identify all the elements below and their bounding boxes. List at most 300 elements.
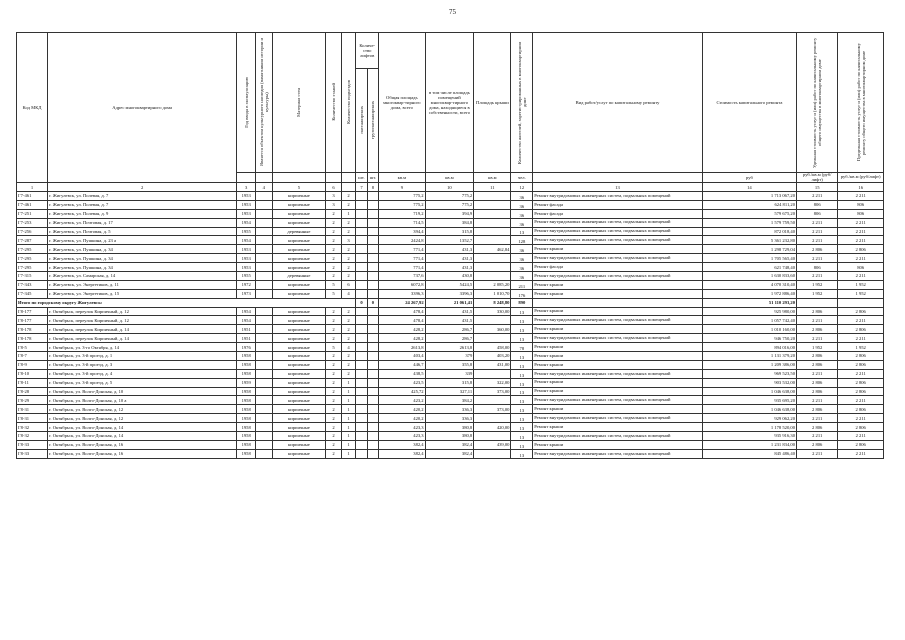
table-row: [17, 263, 884, 272]
lifts-pass: [356, 316, 367, 325]
address: г. Октябрьск, переулок Кирпичный, д. 14: [48, 325, 237, 334]
area-owned: 430,8: [425, 272, 474, 281]
floors: 2: [326, 387, 342, 396]
total-row: [17, 298, 884, 307]
mkd-code: Г7-295: [17, 245, 48, 254]
table-row: [17, 343, 884, 352]
cost: 1 131 379,20: [702, 352, 796, 361]
lifts-cargo: [367, 343, 378, 352]
year: 1958: [237, 369, 256, 378]
residents: 36: [511, 272, 533, 281]
roof-area: [474, 254, 511, 263]
lifts-pass: [356, 405, 367, 414]
page-number: 75: [449, 8, 456, 16]
heritage: [255, 218, 272, 227]
residents: 890: [511, 298, 533, 307]
area-owned: 2613,8: [425, 343, 474, 352]
works: Ремонт крыши: [533, 325, 703, 334]
works: [533, 298, 703, 307]
max-cost: 2 211: [838, 334, 884, 343]
entrances: 2: [341, 307, 355, 316]
residents: 211: [511, 280, 533, 289]
max-cost: 1 952: [838, 289, 884, 298]
works: Ремонт внутридомовых инженерных систем, подвальных помещений: [533, 316, 703, 325]
roof-area: [474, 272, 511, 281]
unit-rub: руб: [702, 173, 796, 183]
area-owned: 379: [425, 352, 474, 361]
area-owned: 21 061,41: [425, 298, 474, 307]
table-row: [17, 307, 884, 316]
table-row: [17, 440, 884, 449]
max-cost: 2 211: [838, 227, 884, 236]
roof-area: 2 085,20: [474, 280, 511, 289]
wall-material: кирпичные: [272, 343, 326, 352]
table-row: [17, 369, 884, 378]
mkd-code: Г8-178: [17, 325, 48, 334]
max-cost: 2 806: [838, 352, 884, 361]
column-number: 11: [474, 183, 511, 192]
mkd-code: Г7-253: [17, 218, 48, 227]
wall-material: кирпичные: [272, 192, 326, 201]
area-owned: 339: [425, 369, 474, 378]
table-row: [17, 378, 884, 387]
mkd-code: Г7-251: [17, 209, 48, 218]
heritage: [255, 236, 272, 245]
unit-cost: 2 211: [797, 316, 838, 325]
area-owned: 336,3: [425, 405, 474, 414]
entrances: 2: [341, 369, 355, 378]
year: 1953: [237, 254, 256, 263]
unit-cost: 2 211: [797, 272, 838, 281]
wall-material: кирпичные: [272, 254, 326, 263]
max-cost: 806: [838, 209, 884, 218]
column-number: 8: [367, 183, 378, 192]
year: 1959: [237, 378, 256, 387]
works: Ремонт крыши: [533, 440, 703, 449]
lifts-pass: [356, 218, 367, 227]
cost: 1 972 886,40: [702, 289, 796, 298]
col-code-header: Код МКД: [17, 33, 48, 183]
entrances: 2: [341, 352, 355, 361]
works: Ремонт фасада: [533, 209, 703, 218]
lifts-pass: [356, 334, 367, 343]
cost: 946 750,20: [702, 334, 796, 343]
wall-material: кирпичные: [272, 307, 326, 316]
area-total: 478,4: [379, 316, 426, 325]
lifts-cargo: [367, 325, 378, 334]
area-owned: 431,5: [425, 316, 474, 325]
year: 1958: [237, 449, 256, 458]
wall-material: кирпичные: [272, 352, 326, 361]
max-cost: 2 806: [838, 307, 884, 316]
col-lifts-cargo-header: грузопассажирских: [367, 69, 378, 173]
area-owned: 431,3: [425, 245, 474, 254]
cost: 1 178 520,00: [702, 423, 796, 432]
area-owned: 382,4: [425, 449, 474, 458]
column-number: 2: [48, 183, 237, 192]
mkd-code: Г7-295: [17, 263, 48, 272]
floors: 3: [326, 200, 342, 209]
cost: 1 057 742,40: [702, 316, 796, 325]
lifts-cargo: [367, 334, 378, 343]
entrances: 2: [341, 192, 355, 201]
column-number: 10: [425, 183, 474, 192]
heritage: [255, 352, 272, 361]
address: г. Октябрьск, ул. Волго-Донская, д. 14: [48, 432, 237, 441]
floors: 2: [326, 254, 342, 263]
cost: 1 705 565,40: [702, 254, 796, 263]
mkd-code: Г7-461: [17, 200, 48, 209]
year: 1972: [237, 280, 256, 289]
address: г. Жигулевск, ул. Почтовая, д. 17: [48, 218, 237, 227]
mkd-code: Г7-343: [17, 280, 48, 289]
wall-material: кирпичные: [272, 236, 326, 245]
residents: 36: [511, 209, 533, 218]
table-row: [17, 387, 884, 396]
address: г. Жигулевск, ул. Пушкина, д. 34: [48, 263, 237, 272]
floors: 2: [326, 352, 342, 361]
max-cost: 2 806: [838, 387, 884, 396]
roof-area: [474, 263, 511, 272]
col-heritage-header: Является объектом культурного наследия (памятником истории и культуры): [255, 33, 272, 173]
table-row: [17, 414, 884, 423]
column-number: 3: [237, 183, 256, 192]
table-row: [17, 405, 884, 414]
col-cost-header: Стоимость капитального ремонта: [702, 33, 796, 173]
max-cost: 2 211: [838, 236, 884, 245]
unit-cost: 2 211: [797, 236, 838, 245]
roof-area: 420,00: [474, 423, 511, 432]
residents: 13: [511, 369, 533, 378]
residents: 36: [511, 218, 533, 227]
lifts-cargo: [367, 227, 378, 236]
area-total: 714,5: [379, 218, 426, 227]
unit-cost: 2 211: [797, 396, 838, 405]
area-owned: 315,8: [425, 378, 474, 387]
lifts-pass: [356, 307, 367, 316]
area-total: 771,4: [379, 263, 426, 272]
area-total: 3396,3: [379, 289, 426, 298]
address: г. Октябрьск, ул. Волго-Донская, д. 10: [48, 387, 237, 396]
entrances: 1: [341, 405, 355, 414]
max-cost: 1 952: [838, 343, 884, 352]
lifts-pass: [356, 423, 367, 432]
works: Ремонт крыши: [533, 352, 703, 361]
max-cost: 2 806: [838, 423, 884, 432]
address: г. Октябрьск, ул. Волго-Донская, д. 14: [48, 423, 237, 432]
floors: 5: [326, 280, 342, 289]
address: г. Октябрьск, ул. Волго-Донская, д. 12: [48, 414, 237, 423]
mkd-code: Г7-315: [17, 272, 48, 281]
column-number: 6: [326, 183, 342, 192]
wall-material: кирпичные: [272, 316, 326, 325]
residents: 13: [511, 432, 533, 441]
mkd-code: Г8-7: [17, 352, 48, 361]
lifts-pass: [356, 254, 367, 263]
residents: 13: [511, 227, 533, 236]
heritage: [255, 289, 272, 298]
roof-area: [474, 432, 511, 441]
mkd-code: Г8-32: [17, 423, 48, 432]
lifts-cargo: [367, 449, 378, 458]
heritage: [255, 387, 272, 396]
residents: 36: [511, 254, 533, 263]
lifts-pass: [356, 227, 367, 236]
address: г. Жигулевск, ул. Пушкина, д. 34: [48, 245, 237, 254]
lifts-pass: [356, 200, 367, 209]
unit-cost: 806: [797, 209, 838, 218]
max-cost: 806: [838, 200, 884, 209]
lifts-pass: [356, 245, 367, 254]
residents: 128: [511, 236, 533, 245]
unit-cost: 2 211: [797, 369, 838, 378]
max-cost: 2 806: [838, 360, 884, 369]
heritage: [255, 432, 272, 441]
max-cost: 2 806: [838, 325, 884, 334]
address: г. Октябрьск, переулок Кирпичный, д. 12: [48, 307, 237, 316]
floors: 2: [326, 236, 342, 245]
lifts-cargo: [367, 352, 378, 361]
entrances: 1: [341, 396, 355, 405]
floors: 2: [326, 263, 342, 272]
wall-material: кирпичные: [272, 360, 326, 369]
works: Ремонт внутридомовых инженерных систем, подвальных помещений: [533, 272, 703, 281]
heritage: [255, 209, 272, 218]
roof-area: 8 248,80: [474, 298, 511, 307]
works: Ремонт внутридомовых инженерных систем, подвальных помещений: [533, 236, 703, 245]
area-total: 423,3: [379, 423, 426, 432]
max-cost: 2 806: [838, 440, 884, 449]
address: г. Октябрьск, переулок Кирпичный, д. 14: [48, 334, 237, 343]
works: Ремонт крыши: [533, 387, 703, 396]
heritage: [255, 369, 272, 378]
area-owned: 775,2: [425, 200, 474, 209]
max-cost: 2 806: [838, 245, 884, 254]
wall-material: кирпичные: [272, 432, 326, 441]
mkd-code: Г8-9: [17, 360, 48, 369]
area-owned: 5424,5: [425, 280, 474, 289]
col-material-header: Материал стен: [272, 33, 326, 173]
heritage: [255, 254, 272, 263]
entrances: 2: [341, 263, 355, 272]
roof-area: 462,84: [474, 245, 511, 254]
lifts-cargo: [367, 236, 378, 245]
year: 1958: [237, 360, 256, 369]
heritage: [255, 227, 272, 236]
max-cost: 1 952: [838, 280, 884, 289]
floors: 2: [326, 245, 342, 254]
lifts-cargo: [367, 192, 378, 201]
year: 1973: [237, 289, 256, 298]
heritage: [255, 378, 272, 387]
year: 1953: [237, 245, 256, 254]
area-total: 24 267,92: [379, 298, 426, 307]
address: г. Жигулевск, ул. Энергетиков, д. 11: [48, 280, 237, 289]
max-cost: 2 211: [838, 449, 884, 458]
year: 1954: [237, 236, 256, 245]
residents: 13: [511, 387, 533, 396]
column-number: 5: [272, 183, 326, 192]
roof-area: [474, 449, 511, 458]
floors: 2: [326, 369, 342, 378]
lifts-pass: 0: [356, 298, 367, 307]
unit-cost: 2 211: [797, 414, 838, 423]
table-row: [17, 289, 884, 298]
cost: 872 018,40: [702, 227, 796, 236]
address: г. Октябрьск, ул. 3-й проезд, д. 3: [48, 360, 237, 369]
mkd-code: Г7-256: [17, 227, 48, 236]
residents: 13: [511, 423, 533, 432]
table-row: [17, 360, 884, 369]
floors: 2: [326, 440, 342, 449]
table-row: [17, 192, 884, 201]
floors: 2: [326, 360, 342, 369]
area-total: 394,4: [379, 227, 426, 236]
mkd-code: Г8-32: [17, 432, 48, 441]
unit-sqm: кв.м: [474, 173, 511, 183]
residents: 13: [511, 378, 533, 387]
lifts-cargo: [367, 414, 378, 423]
col-max-cost-header: Предельная стоимость услуг и (или) работ по капитальному ремонту общего имущества в многоквартирном доме: [838, 33, 884, 173]
area-owned: 384,8: [425, 218, 474, 227]
wall-material: кирпичные: [272, 245, 326, 254]
unit-cost: 2 806: [797, 440, 838, 449]
area-owned: 286,7: [425, 334, 474, 343]
cost: 894 016,00: [702, 343, 796, 352]
unit-cost: 1 952: [797, 280, 838, 289]
unit-pcs: шт.: [367, 173, 378, 183]
year: 1958: [237, 432, 256, 441]
floors: 2: [326, 272, 342, 281]
works: Ремонт крыши: [533, 307, 703, 316]
lifts-cargo: [367, 387, 378, 396]
heritage: [255, 272, 272, 281]
address: г. Октябрьск, ул. Волго-Донская, д. 10 а: [48, 396, 237, 405]
column-number: 12: [511, 183, 533, 192]
works: Ремонт внутридомовых инженерных систем, подвальных помещений: [533, 254, 703, 263]
area-total: 737,6: [379, 272, 426, 281]
works: Ремонт внутридомовых инженерных систем, подвальных помещений: [533, 449, 703, 458]
floors: 2: [326, 227, 342, 236]
column-number: 9: [379, 183, 426, 192]
area-total: 423,3: [379, 432, 426, 441]
address: г. Жигулевск, ул. Пушкина, д. 23 а: [48, 236, 237, 245]
unit-cost: 2 806: [797, 360, 838, 369]
area-total: 425,72: [379, 387, 426, 396]
column-number: 4: [255, 183, 272, 192]
area-total: 478,4: [379, 307, 426, 316]
roof-area: [474, 334, 511, 343]
unit-pcs: шт.: [356, 173, 367, 183]
wall-material: кирпичные: [272, 423, 326, 432]
mkd-code: Г7-287: [17, 236, 48, 245]
year: 1958: [237, 405, 256, 414]
wall-material: кирпичные: [272, 325, 326, 334]
area-total: 428,2: [379, 325, 426, 334]
cost: 1 046 638,00: [702, 387, 796, 396]
lifts-cargo: [367, 316, 378, 325]
area-owned: 431,5: [425, 307, 474, 316]
area-total: 423,5: [379, 378, 426, 387]
wall-material: кирпичные: [272, 405, 326, 414]
unit-cost: 1 952: [797, 343, 838, 352]
roof-area: 439,00: [474, 440, 511, 449]
column-numbers-row: [17, 183, 884, 192]
mkd-code: Г8-177: [17, 316, 48, 325]
lifts-pass: [356, 440, 367, 449]
area-owned: 327,11: [425, 387, 474, 396]
residents: 13: [511, 325, 533, 334]
works: Ремонт крыши: [533, 405, 703, 414]
works: Ремонт крыши: [533, 289, 703, 298]
works: Ремонт внутридомовых инженерных систем, подвальных помещений: [533, 192, 703, 201]
unit-cost: [797, 298, 838, 307]
lifts-pass: [356, 378, 367, 387]
roof-area: [474, 396, 511, 405]
roof-area: 1 010,70: [474, 289, 511, 298]
area-total: 382,4: [379, 449, 426, 458]
table-row: [17, 280, 884, 289]
cost: 579 675,20: [702, 209, 796, 218]
table-row: [17, 352, 884, 361]
col-lifts-pass-header: пассажирских: [356, 69, 367, 173]
entrances: 1: [341, 414, 355, 423]
lifts-cargo: [367, 360, 378, 369]
heritage: [255, 334, 272, 343]
area-total: 771,4: [379, 245, 426, 254]
wall-material: кирпичные: [272, 378, 326, 387]
unit-cost: 2 211: [797, 192, 838, 201]
residents: 13: [511, 352, 533, 361]
year: 1955: [237, 227, 256, 236]
lifts-cargo: [367, 200, 378, 209]
floors: 2: [326, 449, 342, 458]
address: г. Жигулевск, ул. Почтовая, д. 5: [48, 227, 237, 236]
column-number: 16: [838, 183, 884, 192]
max-cost: 2 211: [838, 414, 884, 423]
floors: 2: [326, 325, 342, 334]
area-owned: 384,2: [425, 396, 474, 405]
lifts-cargo: [367, 378, 378, 387]
area-total: 775,2: [379, 200, 426, 209]
unit-cost: 2 806: [797, 307, 838, 316]
entrances: 2: [341, 227, 355, 236]
works: Ремонт крыши: [533, 343, 703, 352]
wall-material: кирпичные: [272, 449, 326, 458]
lifts-pass: [356, 236, 367, 245]
mkd-code: Г8-177: [17, 307, 48, 316]
area-owned: 775,2: [425, 192, 474, 201]
year: 1958: [237, 440, 256, 449]
col-unit-cost-header: Удельная стоимость услуг и (или) работ по капитальному ремонту общего имущества в многоквартирном доме: [797, 33, 838, 173]
col-floors-header: Количество этажей: [326, 33, 342, 173]
unit-cost: 2 806: [797, 325, 838, 334]
table-row: [17, 449, 884, 458]
heritage: [255, 200, 272, 209]
max-cost: 2 211: [838, 316, 884, 325]
floors: 2: [326, 307, 342, 316]
year: 1955: [237, 272, 256, 281]
entrances: 2: [341, 316, 355, 325]
heritage: [255, 325, 272, 334]
lifts-cargo: [367, 405, 378, 414]
works: Ремонт внутридомовых инженерных систем, подвальных помещений: [533, 432, 703, 441]
year: 1954: [237, 307, 256, 316]
lifts-cargo: [367, 272, 378, 281]
table-row: [17, 316, 884, 325]
area-owned: 380,8: [425, 432, 474, 441]
area-owned: 286,7: [425, 325, 474, 334]
